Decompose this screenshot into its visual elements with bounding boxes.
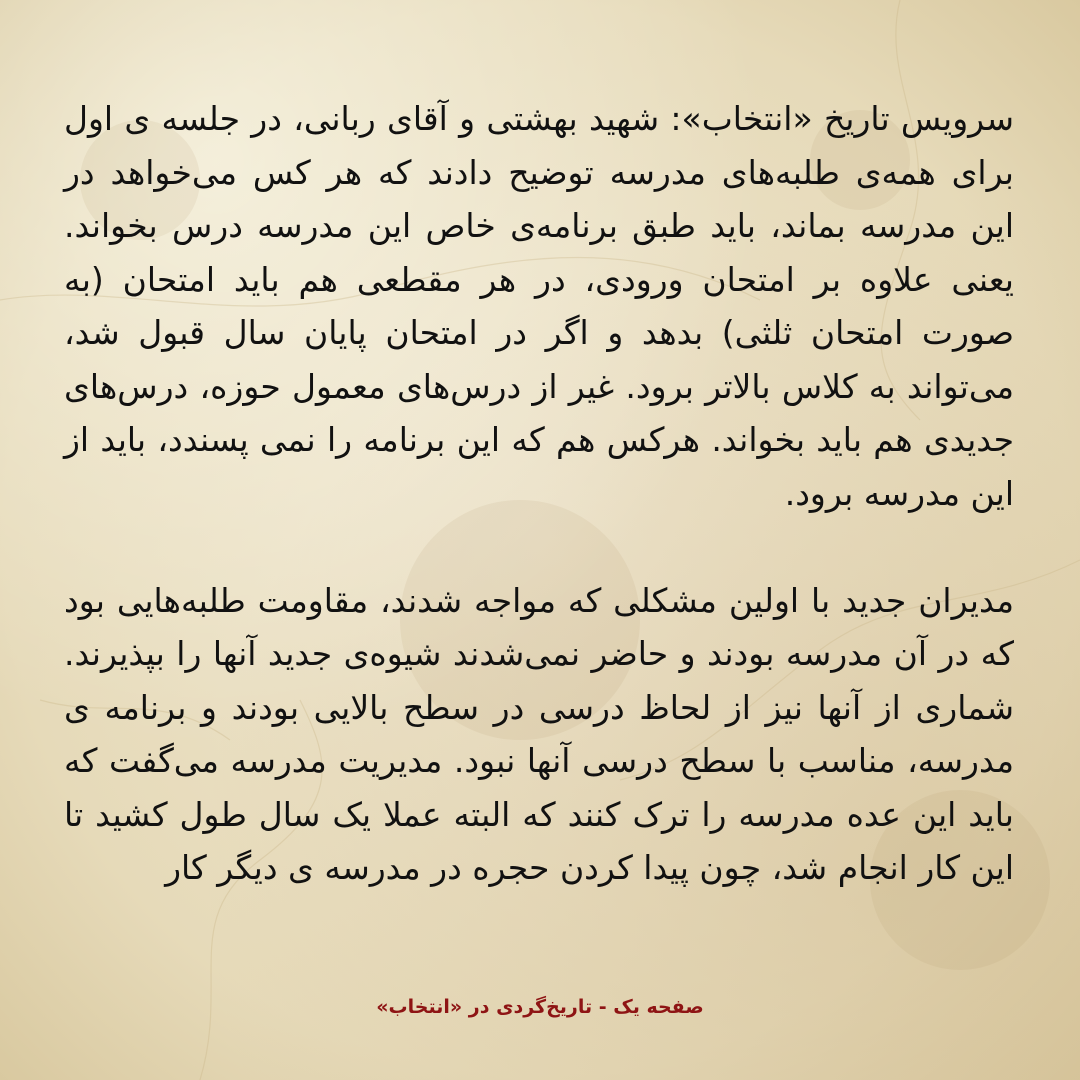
paragraph-1: سرویس تاریخ «انتخاب»: شهید بهشتی و آقای ربانی، در جلسه ی اول برای همه‌ی طلبه‌های مدرسه توضیح دادند که هر کس می‌خواهد در این مدرسه بماند، باید طبق برنامه‌ی خاص این مدرسه درس بخواند. یعنی علاوه بر امتحان ورودی، در هر مقطعی هم باید امتحان (به صورت امتحان ثلثی) بدهد و اگر در امتحان پایان سال قبول شد، می‌تواند به کلاس بالاتر برود. غیر از درس‌های معمول حوزه، درس‌های جدیدی هم باید بخواند. هرکس هم که این برنامه را نمی پسندد، باید از این مدرسه برود. xyxy=(64,99,1014,513)
article-text xyxy=(64,92,1014,895)
page-caption: صفحه یک - تاریخ‌گردی در «انتخاب» xyxy=(376,996,704,1018)
paragraph-2: مدیران جدید با اولین مشکلی که مواجه شدند، مقاومت طلبه‌هایی بود که در آن مدرسه بودند و حاضر نمی‌شدند شیوه‌ی جدید آنها را بپذیرند. شماری از آنها نیز از لحاظ درسی در سطح بالایی بودند و برنامه ی مدرسه، مناسب با سطح درسی آنها نبود. مدیریت مدرسه می‌گفت که باید این عده مدرسه را ترک کنند که البته عملا یک سال طول کشید تا این کار انجام شد، چون پیدا کردن حجره در مدرسه ی دیگر کار xyxy=(64,580,1014,887)
